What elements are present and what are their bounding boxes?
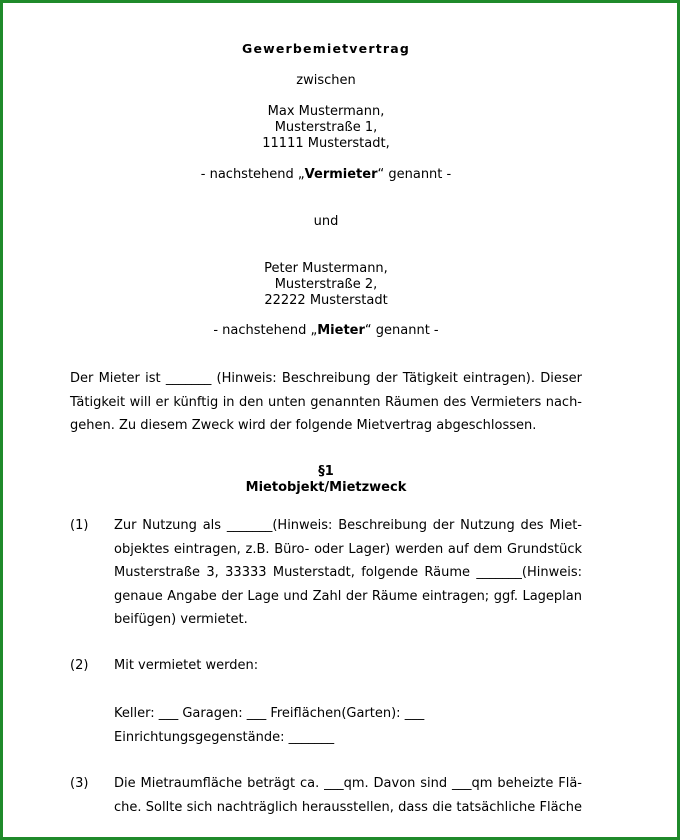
item-line: Zur Nutzung als _______(Hinweis: Beschreibung der Nutzung des Miet-	[114, 518, 582, 533]
item-line: Die Mietraumfläche beträgt ca. ___qm. Davon sind ___qm beheizte Flä-	[114, 776, 582, 791]
item-line: objektes eintragen, z.B. Büro- oder Lager) werden auf dem Grundstück	[114, 541, 582, 557]
intro-line: gehen. Zu diesem Zweck wird der folgende Mietvertrag abgeschlossen.	[70, 418, 537, 433]
item-text	[114, 514, 582, 632]
item-text	[114, 654, 582, 678]
landlord-role-suffix: “ genannt -	[377, 167, 452, 182]
tenant-street: Musterstraße 2,	[274, 277, 378, 292]
tenant-role-prefix: - nachstehend „	[213, 323, 318, 338]
tenant-city: 22222 Musterstadt	[264, 293, 388, 308]
document-title: Gewerbemietvertrag	[241, 41, 411, 56]
landlord-street: Musterstraße 1,	[274, 120, 378, 135]
item-number: (3)	[70, 776, 89, 791]
item-sublist	[114, 702, 582, 749]
section-number: §1	[318, 464, 334, 479]
landlord-role-prefix: - nachstehend „	[200, 167, 305, 182]
item-number: (2)	[70, 658, 89, 673]
landlord-role-label: Vermieter	[304, 167, 378, 182]
item-text	[114, 772, 582, 819]
tenant-name: Peter Mustermann,	[264, 261, 388, 276]
and-text: und	[313, 214, 339, 229]
intro-line: Der Mieter ist _______ (Hinweis: Beschreibung der Tätigkeit eintragen). Dieser	[70, 371, 582, 386]
intro-paragraph	[70, 367, 582, 438]
item-number: (1)	[70, 518, 89, 533]
intro-line: Tätigkeit will er künftig in den unten genannten Räumen des Vermieters nach-	[70, 394, 582, 410]
item-subline: Keller: ___ Garagen: ___ Freiflächen(Garten): ___	[114, 706, 425, 721]
item-line: genaue Angabe der Lage und Zahl der Räume eintragen; ggf. Lageplan	[114, 588, 582, 604]
landlord-city: 11111 Musterstadt,	[262, 136, 390, 151]
item-line: Musterstraße 3, 33333 Musterstadt, folgende Räume _______(Hinweis:	[114, 565, 582, 580]
tenant-role-suffix: “ genannt -	[364, 323, 439, 338]
section-heading: Mietobjekt/Mietzweck	[245, 480, 407, 495]
item-line: beifügen) vermietet.	[114, 612, 248, 627]
tenant-role-line	[3, 323, 649, 339]
item-subline: Einrichtungsgegenstände: _______	[114, 729, 335, 745]
between-text: zwischen	[296, 73, 356, 88]
item-line: che. Sollte sich nachträglich herausstellen, dass die tatsächliche Fläche	[114, 799, 582, 815]
item-line: Mit vermietet werden:	[114, 658, 259, 673]
landlord-role-line	[3, 167, 649, 183]
landlord-name: Max Mustermann,	[267, 104, 385, 119]
tenant-role-label: Mieter	[317, 323, 365, 338]
